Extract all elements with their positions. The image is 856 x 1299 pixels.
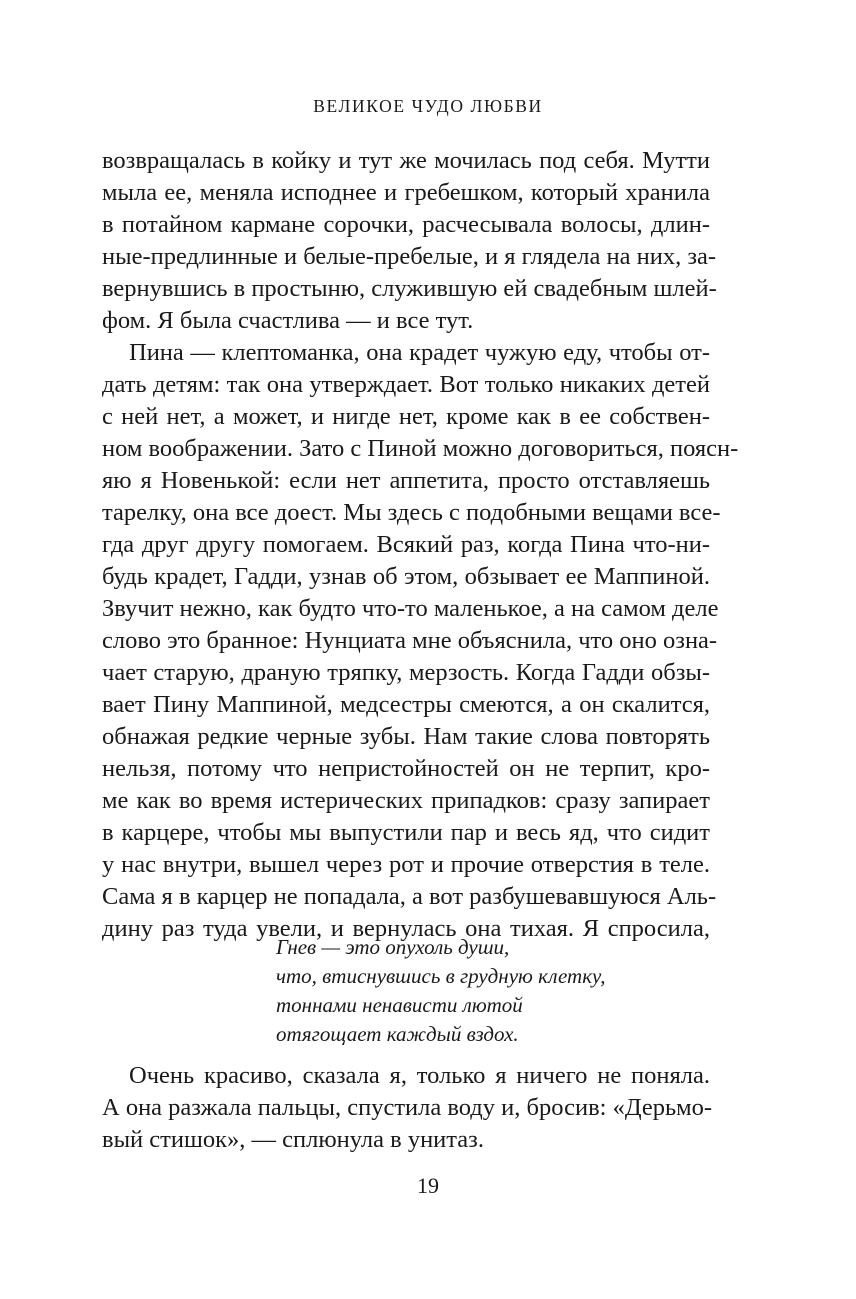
poem-line: отягощает каждый вздох. <box>276 1022 519 1046</box>
text-line: вает Пину Маппиной, медсестры смеются, а он скалится, <box>102 691 710 718</box>
text-line: дину раз туда увели, и вернулась она тихая. Я спросила, <box>102 915 710 942</box>
text-line: Звучит нежно, как будто что-то маленькое, а на самом деле <box>102 595 719 622</box>
text-line: в карцере, чтобы мы выпустили пар и весь яд, что сидит <box>102 819 710 846</box>
text-line: гда друг другу помогаем. Всякий раз, когда Пина что-ни- <box>102 531 710 558</box>
text-line: в потайном кармане сорочки, расчесывала волосы, длин- <box>102 211 710 238</box>
text-line: дать детям: так она утверждает. Вот только никаких детей <box>102 371 710 398</box>
text-line: чает старую, драную тряпку, мерзость. Когда Гадди обзы- <box>102 659 710 686</box>
running-head-title: ВЕЛИКОЕ ЧУДО ЛЮБВИ <box>313 96 543 116</box>
text-line: обнажая редкие черные зубы. Нам такие слова повторять <box>102 723 710 750</box>
text-line: нельзя, потому что непристойностей он не терпит, кро- <box>102 755 710 782</box>
text-line: у нас внутри, вышел через рот и прочие отверстия в теле. <box>102 851 710 878</box>
poem-block <box>276 933 606 1049</box>
text-line: слово это бранное: Нунциата мне объяснила, что оно озна- <box>102 627 718 654</box>
text-line: ме как во время истерических припадков: сразу запирает <box>102 787 710 814</box>
text-line: тарелку, она все доест. Мы здесь с подобными вещами все- <box>102 499 721 526</box>
text-line: вый стишок», — сплюнула в унитаз. <box>102 1126 484 1153</box>
poem-line: что, втиснувшись в грудную клетку, <box>276 964 606 988</box>
text-line: будь крадет, Гадди, узнав об этом, обзывает ее Маппиной. <box>102 563 710 590</box>
text-line: вернувшись в простыню, служившую ей свадебным шлей- <box>102 275 717 302</box>
text-line: ном воображении. Зато с Пиной можно договориться, поясн- <box>102 435 739 462</box>
text-line: яю я Новенькой: если нет аппетита, просто отставляешь <box>102 467 710 494</box>
text-line: ные-предлинные и белые-пребелые, и я глядела на них, за- <box>102 243 717 270</box>
poem-line: тоннами ненависти лютой <box>276 993 523 1017</box>
text-line: с ней нет, а может, и нигде нет, кроме как в ее собствен- <box>102 403 710 430</box>
page-number: 19 <box>417 1173 439 1198</box>
text-line: мыла ее, меняла исподнее и гребешком, который хранила <box>102 179 710 206</box>
text-line: Сама я в карцер не попадала, а вот разбушевавшуюся Аль- <box>102 883 717 910</box>
text-line: Очень красиво, сказала я, только я ничего не поняла. <box>129 1062 710 1089</box>
text-line: Пина — клептоманка, она крадет чужую еду, чтобы от- <box>129 339 710 366</box>
text-line: возвращалась в койку и тут же мочилась под себя. Мутти <box>102 147 710 174</box>
text-line: А она разжала пальцы, спустила воду и, бросив: «Дерьмо- <box>102 1094 713 1121</box>
text-line: фом. Я была счастлива — и все тут. <box>102 307 474 334</box>
poem-line: Гнев — это опухоль души, <box>276 935 510 959</box>
